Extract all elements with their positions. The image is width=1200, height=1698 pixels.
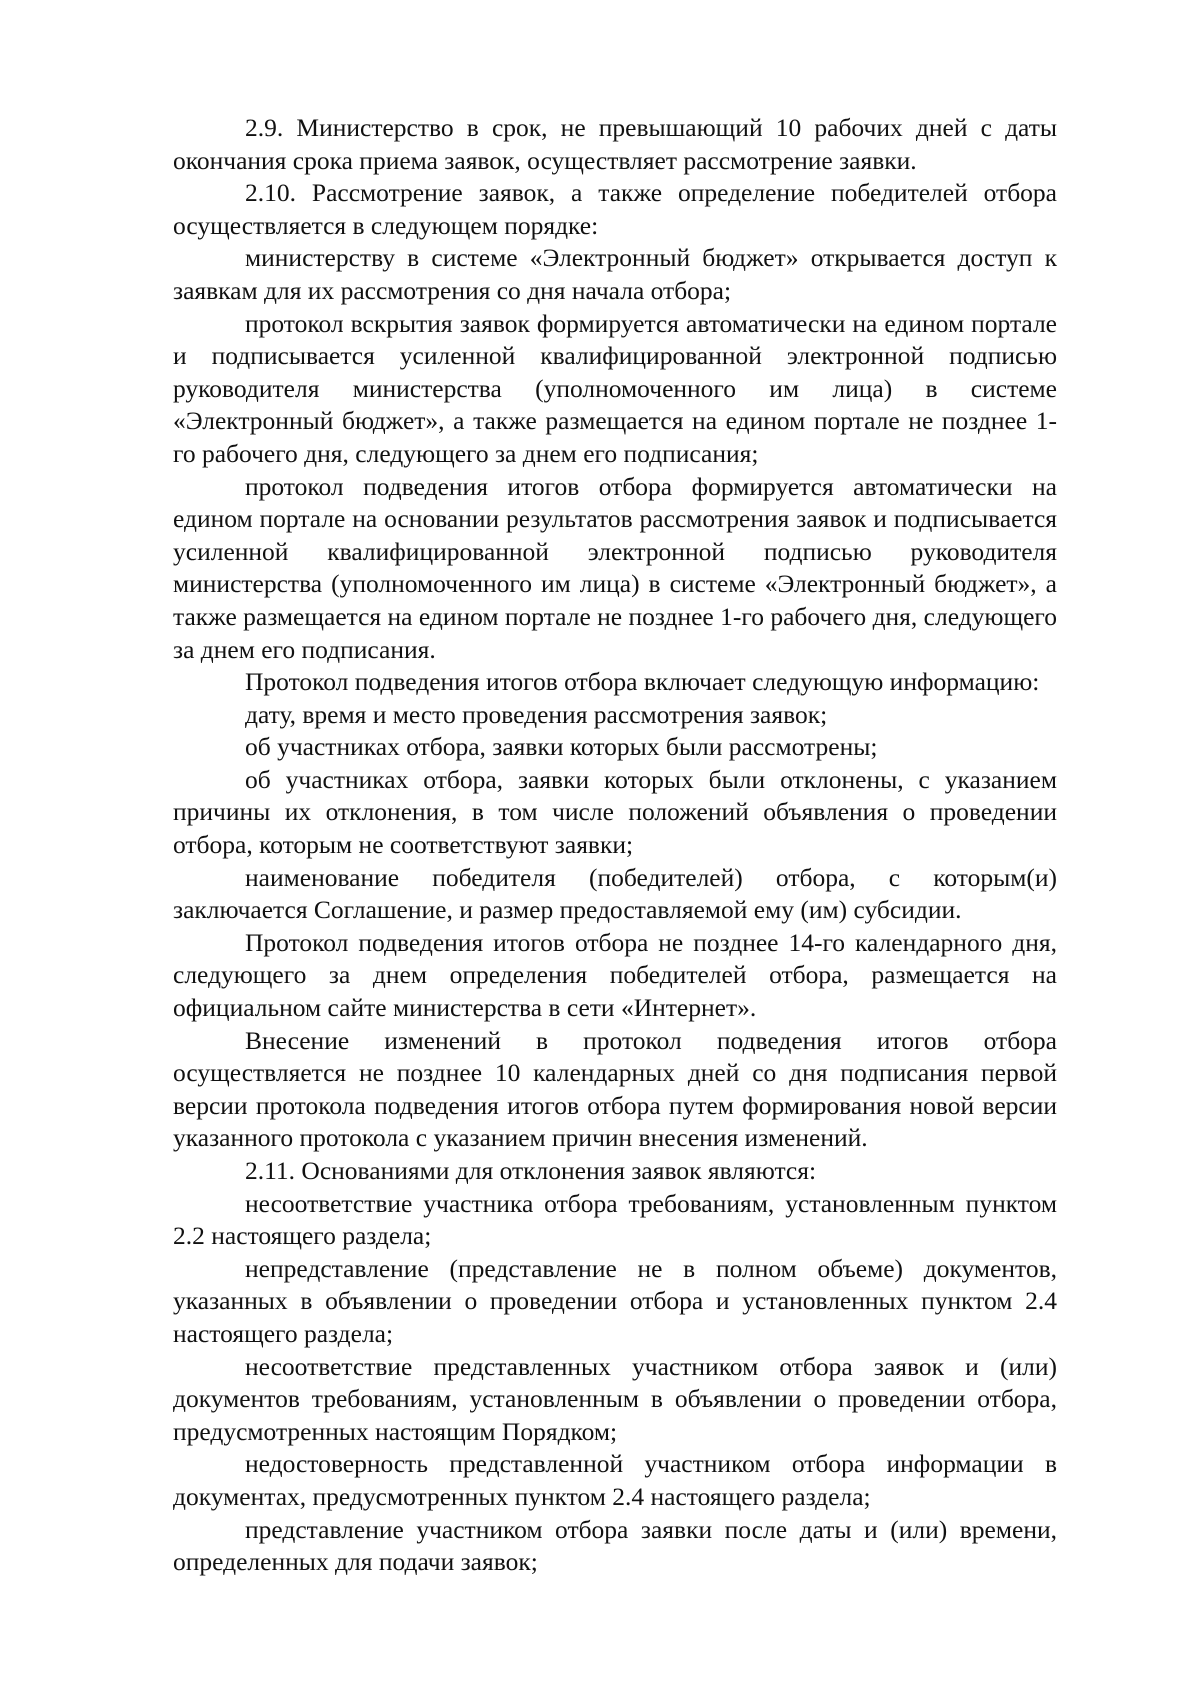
paragraph-2-10: 2.10. Рассмотрение заявок, а также определение победителей отбора осуществляется в следующем порядке: (173, 178, 1057, 240)
list-item-requirements-mismatch: несоответствие участника отбора требованиям, установленным пунктом 2.2 настоящего раздела; (173, 1188, 1057, 1251)
paragraph-protocol-contents: Протокол подведения итогов отбора включает следующую информацию: (245, 667, 1040, 697)
list-item-unreliable-information: недостоверность представленной участником отбора информации в документах, предусмотренных пунктом 2.4 настоящего раздела; (173, 1449, 1057, 1511)
list-item-missing-documents: непредставление (представление не в полном объеме) документов, указанных в объявлении о проведении отбора и установленных пунктом 2.4 настоящего раздела; (173, 1253, 1057, 1348)
paragraph-access: министерству в системе «Электронный бюджет» открывается доступ к заявкам для их рассмотрения со дня начала отбора; (173, 243, 1057, 305)
paragraph-amendments: Внесение изменений в протокол подведения итогов отбора осуществляется не позднее 10 календарных дней со дня подписания первой версии протокола подведения итогов отбора путем формирования новой версии указанного протокола с указанием причин внесения изменений. (173, 1025, 1057, 1153)
paragraph-2-9: 2.9. Министерство в срок, не превышающий 10 рабочих дней с даты окончания срока приема заявок, осуществляет рассмотрение заявки. (173, 113, 1057, 175)
list-item-documents-mismatch: несоответствие представленных участником отбора заявок и (или) документов требованиям, установленным в объявлении о проведении отбора, предусмотренных настоящим Порядком; (173, 1351, 1057, 1446)
paragraph-2-11: 2.11. Основаниями для отклонения заявок являются: (245, 1156, 817, 1185)
paragraph-opening-protocol: протокол вскрытия заявок формируется автоматически на едином портале и подписывается усиленной квалифицированной электронной подписью руководителя министерства (уполномоченного им лица) в системе «Электронный бюджет», а также размещается на едином портале не позднее 1-го рабочего дня, следующего за днем его подписания; (173, 308, 1057, 468)
paragraph-results-protocol: протокол подведения итогов отбора формируется автоматически на едином портале на основании результатов рассмотрения заявок и подписывается усиленной квалифицированной электронной подписью руководителя министерства (уполномоченного им лица) в системе «Электронный бюджет», а также размещается на едином портале не позднее 1-го рабочего дня, следующего за днем его подписания. (173, 471, 1057, 664)
document-body (173, 112, 1057, 1579)
paragraph-publication: Протокол подведения итогов отбора не позднее 14-го календарного дня, следующего за днем определения победителей отбора, размещается на официальном сайте министерства в сети «Интернет». (173, 927, 1057, 1023)
list-item-rejected-participants: об участниках отбора, заявки которых были отклонены, с указанием причины их отклонения, в том числе положений объявления о проведении отбора, которым не соответствуют заявки; (173, 764, 1057, 860)
list-item-date-time-place: дату, время и место проведения рассмотрения заявок; (245, 699, 828, 729)
list-item-winners: наименование победителя (победителей) отбора, с которым(и) заключается Соглашение, и размер предоставляемой ему (им) субсидии. (173, 862, 1057, 925)
list-item-late-submission: представление участником отбора заявки после даты и (или) времени, определенных для подачи заявок; (173, 1514, 1057, 1577)
list-item-reviewed-participants: об участниках отбора, заявки которых были рассмотрены; (245, 732, 878, 762)
